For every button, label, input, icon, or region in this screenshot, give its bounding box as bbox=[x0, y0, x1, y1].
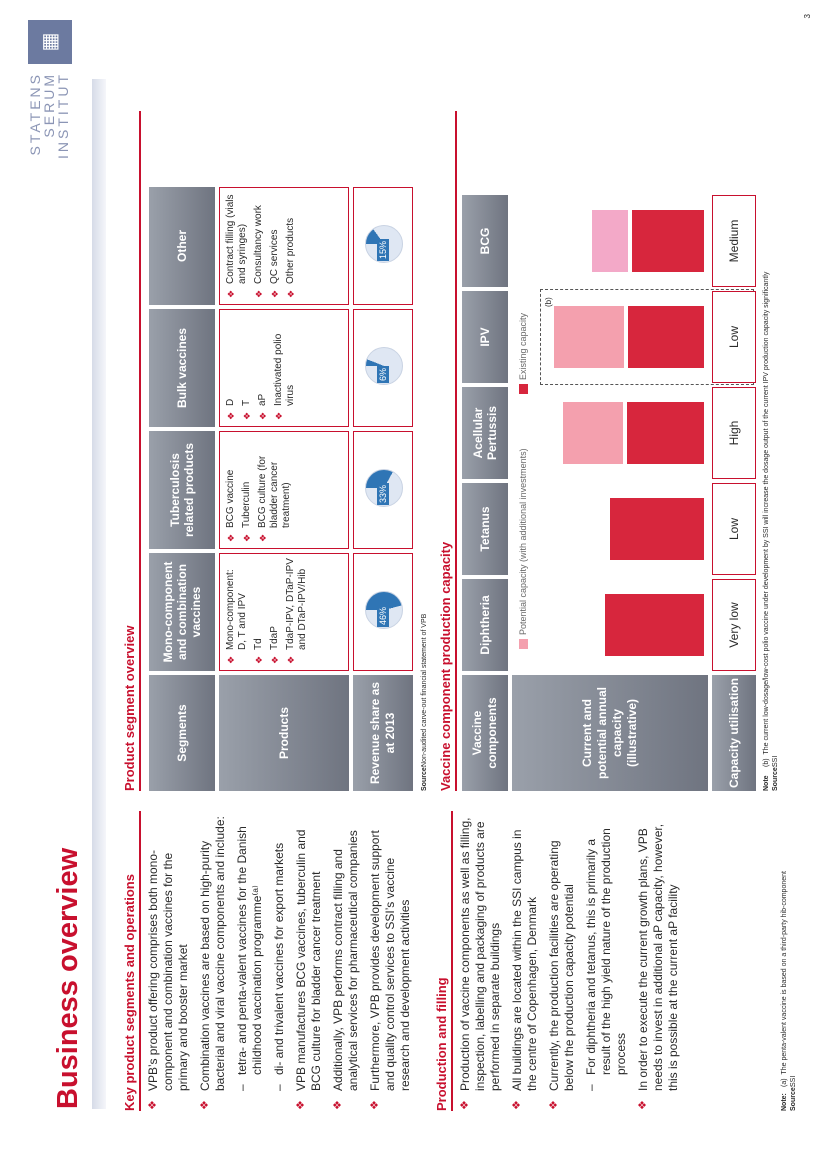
bullet: ❖ All buildings are located within the SSI campus in the centre of Copenhagen, Denmark bbox=[510, 811, 540, 1111]
key-products-bullets bbox=[146, 811, 420, 1111]
source-text: SSI bbox=[790, 1075, 797, 1087]
logo-line-1: STATENS bbox=[27, 72, 43, 156]
segment-header: Bulk vaccines bbox=[149, 309, 215, 427]
production-bullets bbox=[458, 811, 688, 1111]
bullet: ❖ VPB’s product offering comprises both mono-component and combination vaccines for the primary and booster market bbox=[146, 811, 191, 1111]
existing-capacity-bar bbox=[610, 498, 704, 560]
capacity-note bbox=[762, 91, 780, 791]
bullet: ❖ Furthermore, VPB provides development support and quality control services to SSI’s vaccine research and development activities bbox=[368, 811, 413, 1111]
section-production-title: Production and filling bbox=[434, 811, 453, 1111]
product-item: ❖ BCG vaccine bbox=[225, 436, 237, 542]
header-divider bbox=[92, 79, 106, 1109]
legend-potential bbox=[518, 448, 528, 649]
revenue-share-label: 46% bbox=[378, 606, 388, 625]
row-header-revenue: Revenue share as at 2013 bbox=[353, 675, 413, 791]
note-marker: (b) bbox=[763, 758, 770, 767]
source-text: SSI bbox=[772, 755, 779, 767]
existing-capacity-bar bbox=[632, 210, 704, 272]
revenue-cell bbox=[353, 431, 413, 549]
utilisation-cell: Very low bbox=[712, 579, 756, 671]
bullet: ❖ In order to execute the current growth plans, VPB needs to invest in additional aP capacity, however, this is possible at the current aP facility bbox=[636, 811, 681, 1111]
logo-line-2: SERUM bbox=[41, 72, 57, 138]
source-label: Source: bbox=[772, 764, 779, 791]
capacity-title: Vaccine component production capacity bbox=[438, 111, 457, 791]
product-item: ❖ Tuberculin bbox=[241, 436, 253, 542]
product-item: ❖ D bbox=[225, 314, 237, 420]
source-text: Non-audited carve-out financial statement of VPB bbox=[421, 613, 428, 767]
note-text: The current low-dosage/low-cost polio vaccine under development by SSI will increase the dosage output of the current IPV production capacity significantly bbox=[763, 271, 770, 755]
note-marker: (a) bbox=[781, 1078, 788, 1087]
product-item: ❖ T bbox=[241, 314, 253, 420]
component-header: BCG bbox=[462, 195, 508, 287]
note-label: Note: bbox=[781, 1093, 788, 1111]
note-label: Note bbox=[763, 775, 770, 791]
utilisation-cell: Medium bbox=[712, 195, 756, 287]
legend-potential-swatch bbox=[519, 639, 528, 649]
existing-capacity-bar bbox=[605, 594, 704, 656]
sub-bullet: – di- and trivalent vaccines for export markets bbox=[272, 811, 287, 1111]
revenue-share-label: 33% bbox=[378, 484, 388, 503]
row-header-products: Products bbox=[219, 675, 349, 791]
product-item: ❖ TdaP-IPV, DTaP-IPV and DTaP-IPV/Hib bbox=[285, 558, 309, 664]
revenue-cell bbox=[353, 553, 413, 671]
product-item: ❖ Td bbox=[253, 558, 265, 664]
left-note bbox=[780, 811, 798, 1111]
building-icon: ▦ bbox=[28, 20, 72, 64]
page-number: 3 bbox=[803, 14, 812, 19]
section-key-products-title: Key product segments and operations bbox=[122, 811, 141, 1111]
segment-products bbox=[219, 187, 349, 305]
component-header: Acellular Pertussis bbox=[462, 387, 508, 479]
bullet: ❖ Additionally, VPB performs contract filling and analytical services for pharmaceutical companies bbox=[331, 811, 361, 1111]
segment-header: Other bbox=[149, 187, 215, 305]
logo-line-3: INSTITUT bbox=[55, 72, 71, 159]
potential-capacity-bar bbox=[592, 210, 628, 272]
product-item: ❖ Consultancy work bbox=[253, 192, 265, 298]
ssi-logo-text bbox=[28, 72, 70, 159]
source-label: Source: bbox=[421, 764, 428, 791]
component-header: Tetanus bbox=[462, 483, 508, 575]
potential-capacity-bar bbox=[563, 402, 622, 464]
legend-potential-label: Potential capacity (with additional investments) bbox=[518, 448, 528, 635]
component-header: IPV bbox=[462, 291, 508, 383]
product-item: ❖ aP bbox=[257, 314, 269, 420]
bullet: ❖ Combination vaccines are based on high-purity bacterial and viral vaccine components and include: bbox=[198, 811, 228, 1111]
row-header-segments: Segments bbox=[149, 675, 215, 791]
source-label: Source: bbox=[790, 1084, 797, 1111]
utilisation-cell: Low bbox=[712, 483, 756, 575]
segment-products bbox=[219, 553, 349, 671]
revenue-share-label: 6% bbox=[378, 367, 388, 381]
product-item: ❖ Contract filling (vials and syringes) bbox=[225, 192, 249, 298]
revenue-cell bbox=[353, 187, 413, 305]
bullet: ❖ VPB manufactures BCG vaccines, tuberculin and BCG culture for bladder cancer treatment bbox=[294, 811, 324, 1111]
row-header-utilisation: Capacity utilisation bbox=[712, 675, 756, 791]
segment-source bbox=[420, 391, 429, 791]
bullet: ❖ Currently, the production facilities are operating below the production capacity potential bbox=[547, 811, 577, 1111]
component-header: Diphtheria bbox=[462, 579, 508, 671]
segment-overview-title: Product segment overview bbox=[122, 111, 141, 791]
product-item: ❖ TdaP bbox=[269, 558, 281, 664]
legend-existing-label: Existing capacity bbox=[518, 312, 528, 380]
legend-existing bbox=[518, 313, 528, 394]
product-item: ❖ Other products bbox=[285, 192, 297, 298]
bullet: ❖ Production of vaccine components as well as filling, inspection, labelling and packaging of products are performed in separate buildings bbox=[458, 811, 503, 1111]
existing-capacity-bar bbox=[627, 402, 704, 464]
revenue-cell bbox=[353, 309, 413, 427]
product-item: ❖ BCG culture (for bladder cancer treatment) bbox=[257, 436, 293, 542]
utilisation-cell: Low bbox=[712, 291, 756, 383]
note-text: The penta-valent vaccine is based on a third-party hib-component bbox=[781, 871, 788, 1075]
segment-header: Tuberculosis related products bbox=[149, 431, 215, 549]
utilisation-cell: High bbox=[712, 387, 756, 479]
product-item: ❖ QC services bbox=[269, 192, 281, 298]
row-header-components: Vaccine components bbox=[462, 675, 508, 791]
sub-bullet: – tetra- and penta-valent vaccines for the Danish childhood vaccination programme⁽ᵃ⁾ bbox=[235, 811, 265, 1111]
segment-products bbox=[219, 309, 349, 427]
page-title: Business overview bbox=[52, 847, 84, 1109]
revenue-share-label: 15% bbox=[378, 240, 388, 259]
ipv-note-marker: (b) bbox=[544, 297, 553, 307]
segment-products bbox=[219, 431, 349, 549]
product-item: ❖ Mono-component: D, T and IPV bbox=[225, 558, 249, 664]
product-item: ❖ Inactivated polio virus bbox=[273, 314, 297, 420]
sub-bullet: – For diphtheria and tetanus, this is primarily a result of the high yield nature of the production process bbox=[584, 811, 629, 1111]
segment-header: Mono-component and combination vaccines bbox=[149, 553, 215, 671]
legend-existing-swatch bbox=[519, 384, 528, 394]
row-header-capacity: Current and potential annual capacity (illustrative) bbox=[512, 675, 708, 791]
